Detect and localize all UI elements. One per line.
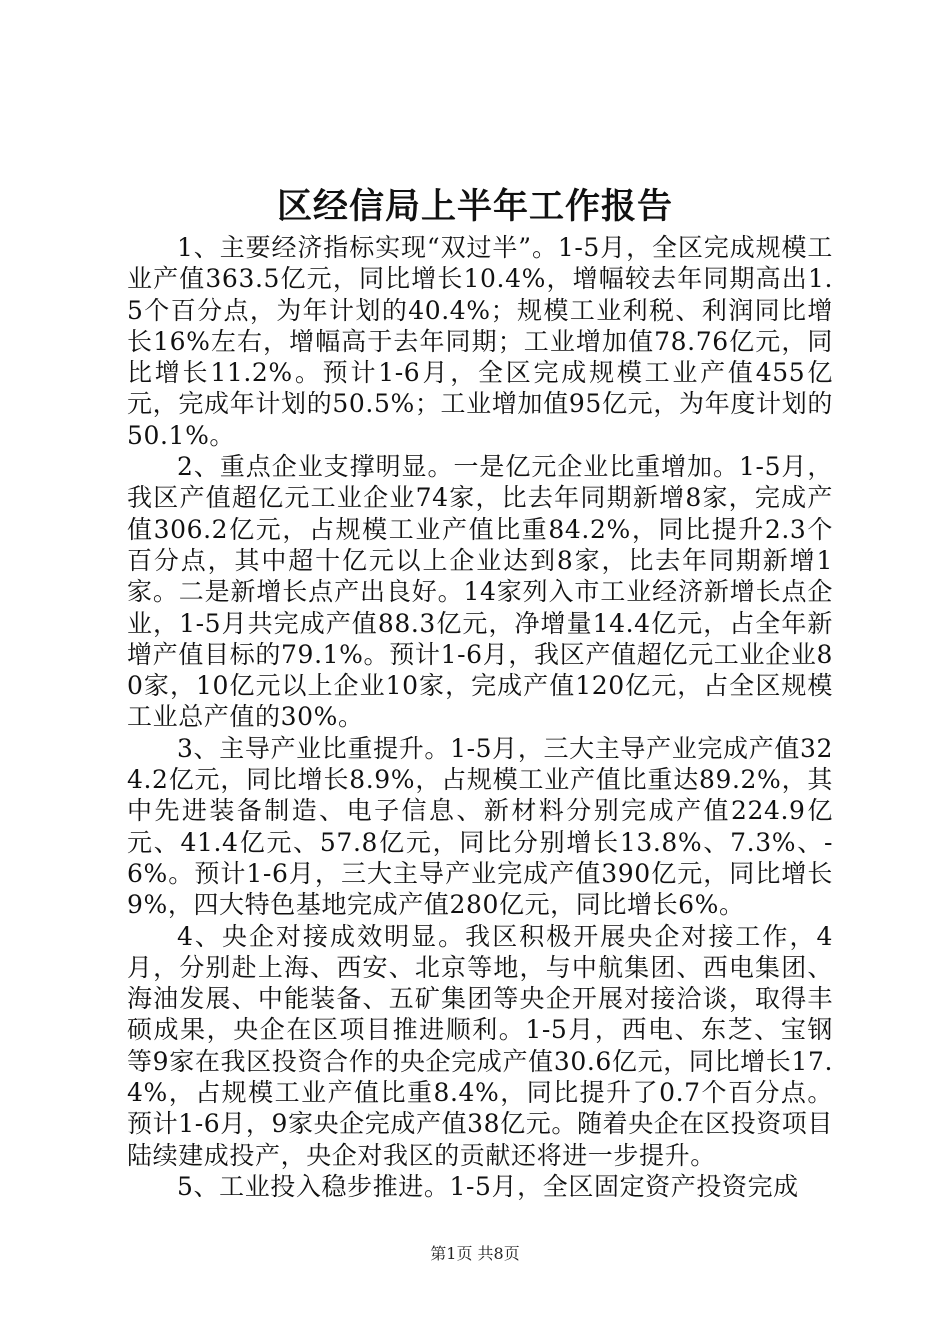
page-number-footer: 第1页 共8页: [430, 1244, 520, 1263]
document-title: 区经信局上半年工作报告: [276, 186, 673, 227]
document-body: [127, 232, 833, 1202]
paragraph-2: 2、重点企业支撑明显。一是亿元企业比重增加。1-5月，我区产值超亿元工业企业74家，比去年同期新增8家，完成产值306.2亿元，占规模工业产值比重84.2%，同比提升2.3个百分点，其中超十亿元以上企业达到8家，比去年同期新增1家。二是新增长点产出良好。14家列入市工业经济新增长点企业，1-5月共完成产值88.3亿元，净增量14.4亿元，占全年新增产值目标的79.1%。预计1-6月，我区产值超亿元工业企业80家，10亿元以上企业10家，完成产值120亿元，占全区规模工业总产值的30%。: [127, 452, 833, 732]
paragraph-4: 4、央企对接成效明显。我区积极开展央企对接工作，4月，分别赴上海、西安、北京等地，与中航集团、西电集团、海油发展、中能装备、五矿集团等央企开展对接洽谈，取得丰硕成果，央企在区项目推进顺利。1-5月，西电、东芝、宝钢等9家在我区投资合作的央企完成产值30.6亿元，同比增长17.4%，占规模工业产值比重8.4%，同比提升了0.7个百分点。预计1-6月，9家央企完成产值38亿元。随着央企在区投资项目陆续建成投产，央企对我区的贡献还将进一步提升。: [127, 921, 833, 1170]
paragraph-1: 1、主要经济指标实现“双过半”。1-5月，全区完成规模工业产值363.5亿元，同比增长10.4%，增幅较去年同期高出1.5个百分点，为年计划的40.4%；规模工业利税、利润同比增长16%左右，增幅高于去年同期；工业增加值78.76亿元，同比增长11.2%。预计1-6月，全区完成规模工业产值455亿元，完成年计划的50.5%；工业增加值95亿元，为年度计划的50.1%。: [127, 233, 833, 450]
paragraph-5: 5、工业投入稳步推进。1-5月，全区固定资产投资完成: [177, 1171, 799, 1201]
paragraph-3: 3、主导产业比重提升。1-5月，三大主导产业完成产值324.2亿元，同比增长8.9%，占规模工业产值比重达89.2%，其中先进装备制造、电子信息、新材料分别完成产值224.9亿元、41.4亿元、57.8亿元，同比分别增长13.8%、7.3%、-6%。预计1-6月，三大主导产业完成产值390亿元，同比增长9%，四大特色基地完成产值280亿元，同比增长6%。: [127, 733, 833, 920]
